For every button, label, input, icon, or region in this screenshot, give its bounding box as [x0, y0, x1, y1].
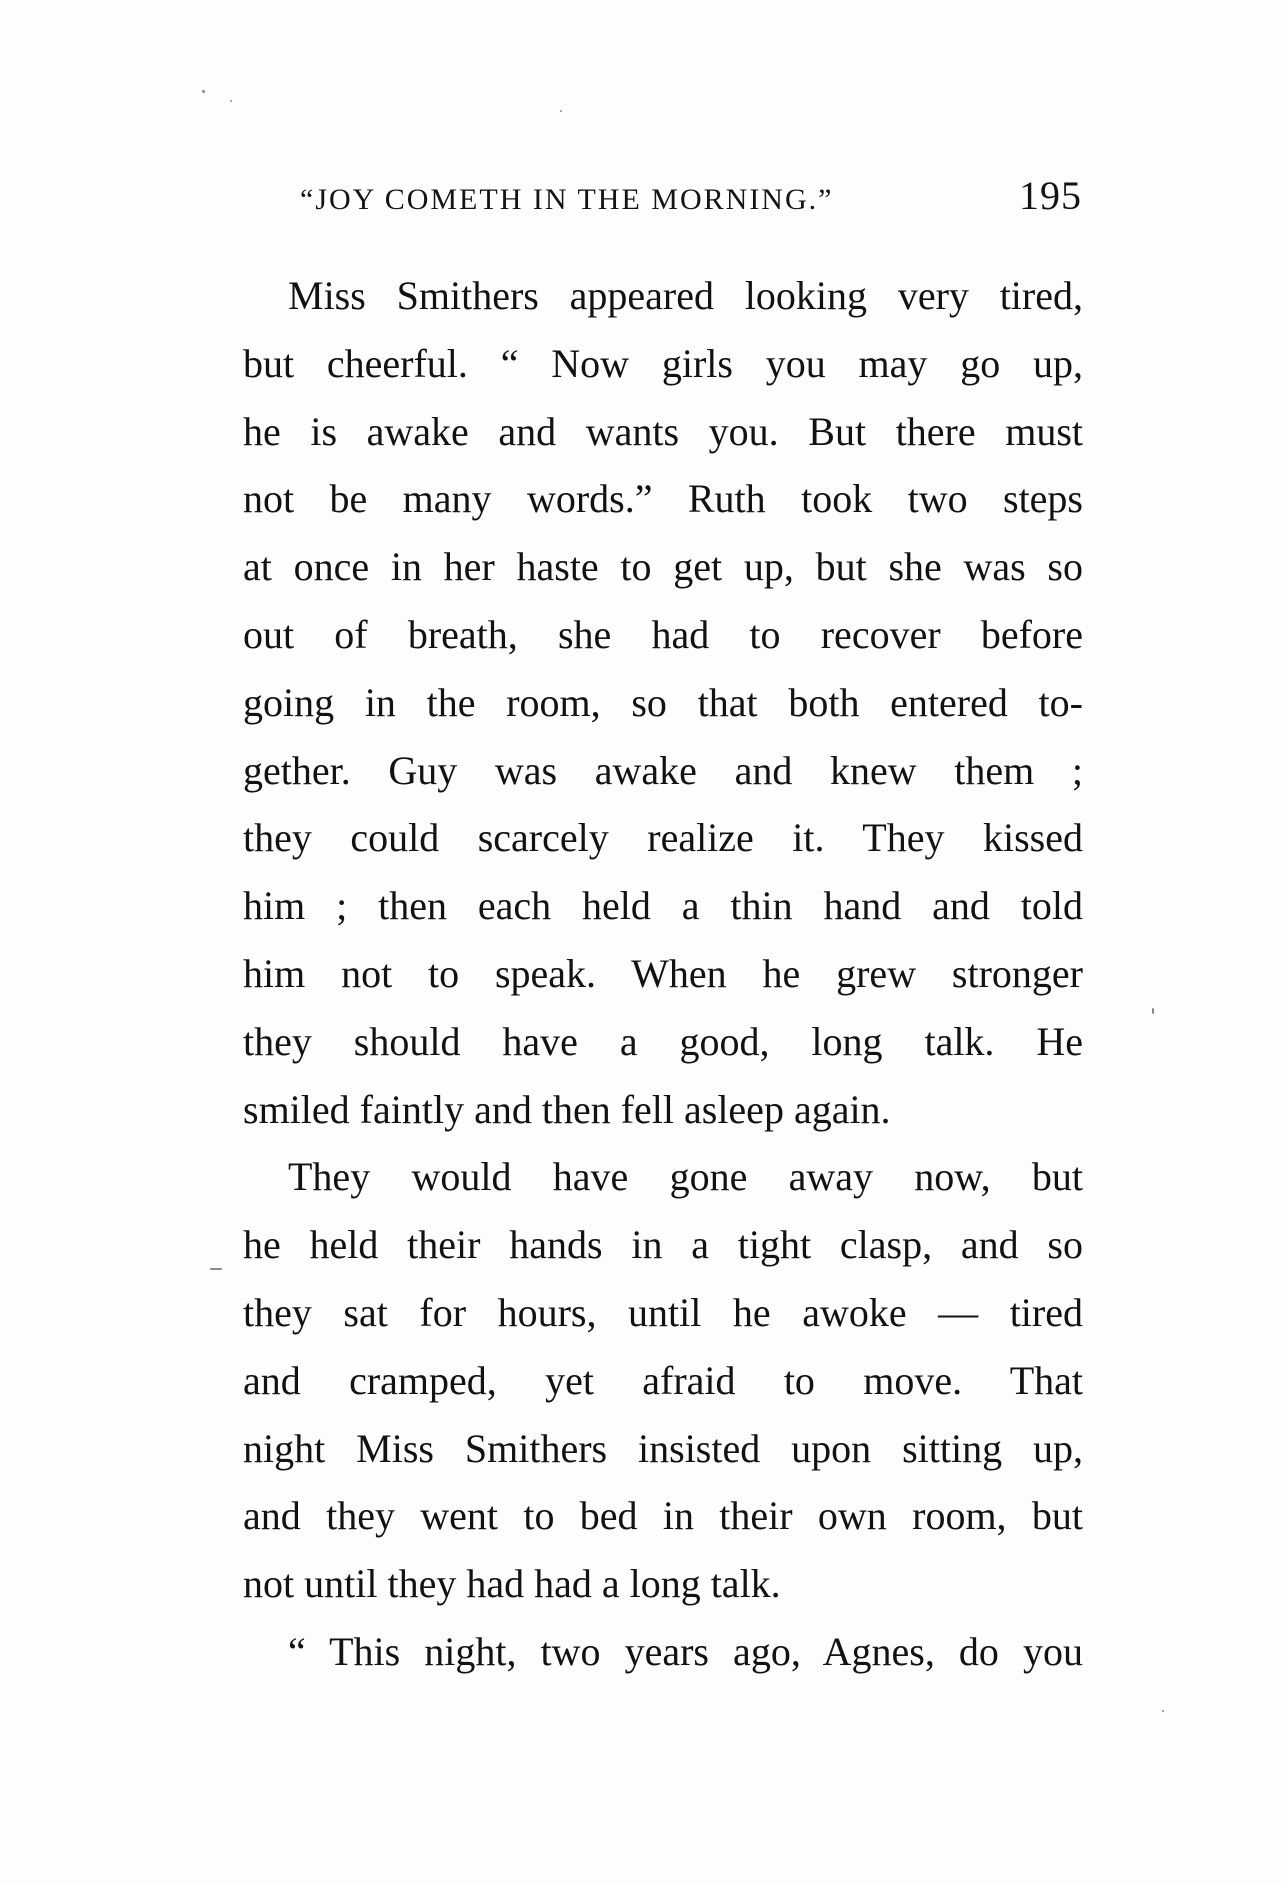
text-line: gether. Guy was awake and knew them ;	[243, 747, 1083, 793]
text-line: they sat for hours, until he awoke — tired	[243, 1289, 1083, 1335]
body-text	[243, 262, 1083, 1686]
text-line: him ; then each held a thin hand and told	[243, 883, 1083, 929]
text-line: not be many words.” Ruth took two steps	[243, 476, 1083, 522]
text-line: They would have gone away now, but	[288, 1154, 1083, 1200]
text-line: “ This night, two years ago, Agnes, do you	[288, 1628, 1083, 1674]
text-line: they could scarcely realize it. They kissed	[243, 815, 1083, 861]
text-line: him not to speak. When he grew stronger	[243, 950, 1083, 996]
print-speck	[560, 110, 562, 112]
text-line: he held their hands in a tight clasp, and so	[243, 1222, 1083, 1268]
running-head	[300, 172, 1082, 219]
text-line: at once in her haste to get up, but she was so	[243, 544, 1083, 590]
print-speck	[1162, 1710, 1164, 1712]
text-line: he is awake and wants you. But there must	[243, 408, 1083, 454]
text-line: they should have a good, long talk. He	[243, 1018, 1083, 1064]
print-speck	[202, 90, 205, 93]
text-line: out of breath, she had to recover before	[243, 611, 1083, 657]
text-line: Miss Smithers appeared looking very tired,	[288, 273, 1083, 318]
running-title: “JOY COMETH IN THE MORNING.”	[300, 183, 834, 216]
print-speck	[230, 100, 232, 102]
text-line: not until they had had a long talk.	[243, 1561, 781, 1607]
text-line: and they went to bed in their own room, but	[243, 1493, 1083, 1539]
text-line: but cheerful. “ Now girls you may go up,	[243, 340, 1083, 386]
print-speck	[1152, 1008, 1154, 1014]
text-line: and cramped, yet afraid to move. That	[243, 1357, 1083, 1403]
text-line: night Miss Smithers insisted upon sitting up,	[243, 1425, 1083, 1471]
print-speck	[210, 1268, 222, 1270]
text-line: smiled faintly and then fell asleep again.	[243, 1086, 891, 1132]
text-line: going in the room, so that both entered to-	[243, 679, 1083, 725]
page-number: 195	[1019, 173, 1082, 218]
